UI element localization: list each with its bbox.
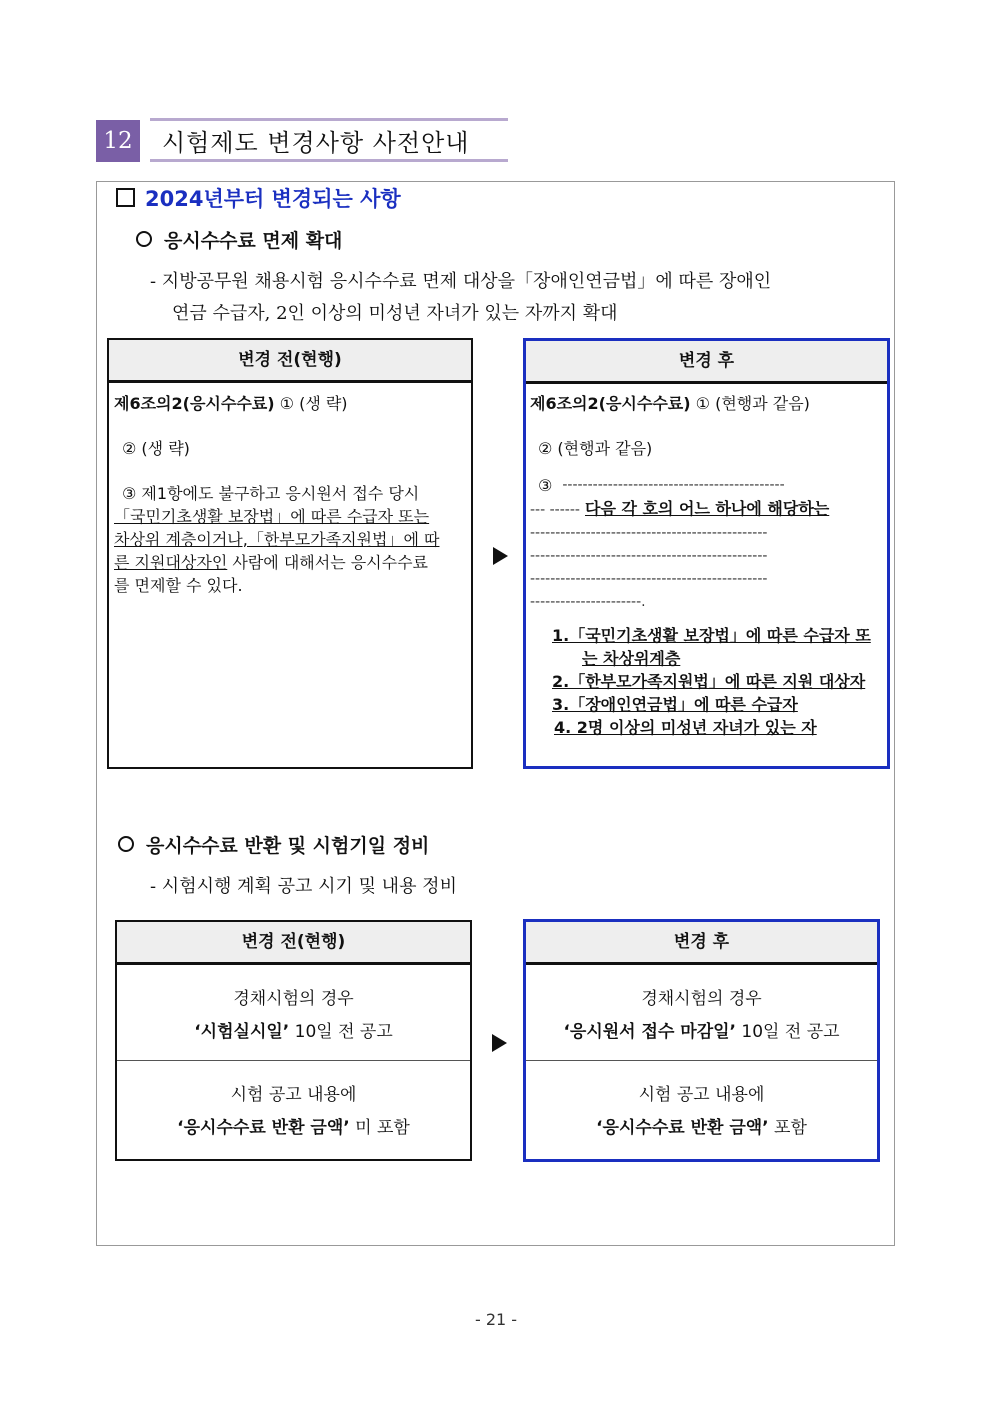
clause-3-line2: 「국민기초생활 보장법」에 따른 수급자 또는 [114,507,430,526]
list-item-1-cont: 는 차상위계층 [582,649,681,668]
article-title: 제6조의2(응시수수료) [530,394,691,413]
item2-after-header: 변경 후 [526,922,877,965]
clause-3-line1: ③ -------------------------------------------- [538,476,785,495]
clause-2: ② (현행과 같음) [538,439,653,458]
item2-desc: - 시험시행 계획 공고 시기 및 내용 정비 [150,876,457,897]
checkbox-square-icon [116,188,135,207]
item1-after-content [530,392,884,739]
section-heading-text: 2024년부터 변경되는 사항 [145,187,401,211]
section-number: 12 [96,120,140,162]
item2-after-row1: 경채시험의 경우 ‘응시원서 접수 마감일’ 10일 전 공고 [526,965,877,1061]
item2-before-row1: 경채시험의 경우 ‘시험실시일’ 10일 전 공고 [117,965,470,1061]
list-item-3: 3.「장애인연금법」에 따른 수급자 [552,695,798,714]
clause-3-dash: ----------------------------------------------- [530,525,768,541]
clause-3-line3: 차상위 계층이거나,「한부모가족지원법」에 따 [114,530,440,549]
article-title: 제6조의2(응시수수료) [114,394,275,413]
clause-3-dash: ----------------------------------------------- [530,571,768,587]
item2-before-row2: 시험 공고 내용에 ‘응시수수료 반환 금액’ 미 포함 [177,1085,410,1138]
item2-after-box [523,919,880,1162]
circle-bullet-icon [118,836,134,852]
item1-after-header: 변경 후 [526,341,887,384]
arrow-right-icon [492,1034,507,1052]
item1-before-box [107,338,473,769]
clause-3-line2: --- ------ 다음 각 호의 어느 하나에 해당하는 [530,499,830,518]
clause-3-dash: ----------------------------------------------- [530,548,768,564]
item1-before-header: 변경 전(현행) [109,340,471,383]
page-number: - 21 - [474,1310,518,1329]
clause-2: ② (생 략) [122,439,190,458]
item1-title: 응시수수료 면제 확대 [136,227,342,255]
clause-3-dash: ----------------------. [530,594,646,610]
item2-after-row2: 시험 공고 내용에 ‘응시수수료 반환 금액’ 포함 [596,1085,807,1138]
item2-title: 응시수수료 반환 및 시험기일 정비 [118,832,429,860]
list-item-1: 1.「국민기초생활 보장법」에 따른 수급자 또 [552,626,871,645]
item2-before-header: 변경 전(현행) [117,922,470,965]
item1-after-box [523,338,890,769]
item1-desc-line1: - 지방공무원 채용시험 응시수수료 면제 대상을「장애인연금법」에 따른 장애인 [150,271,772,292]
clause-3-line4: 른 지원대상자인 사람에 대해서는 응시수수료 [114,553,429,572]
clause-3-line5: 를 면제할 수 있다. [114,576,243,595]
list-item-2: 2.「한부모가족지원법」에 따른 지원 대상자 [552,672,866,691]
clause-1: ① (현행과 같음) [695,394,810,413]
arrow-right-icon [493,547,508,565]
item1-before-content [114,392,466,597]
section-heading [116,184,401,214]
circle-bullet-icon [136,231,152,247]
page-title: 시험제도 변경사항 사전안내 [150,118,508,162]
item1-desc-line2: 연금 수급자, 2인 이상의 미성년 자녀가 있는 자까지 확대 [172,303,618,324]
item2-before-box [115,920,472,1161]
list-item-4: 4. 2명 이상의 미성년 자녀가 있는 자 [554,718,817,737]
clause-1: ① (생 략) [279,394,348,413]
clause-3-line1: ③ 제1항에도 불구하고 응시원서 접수 당시 [122,484,420,503]
